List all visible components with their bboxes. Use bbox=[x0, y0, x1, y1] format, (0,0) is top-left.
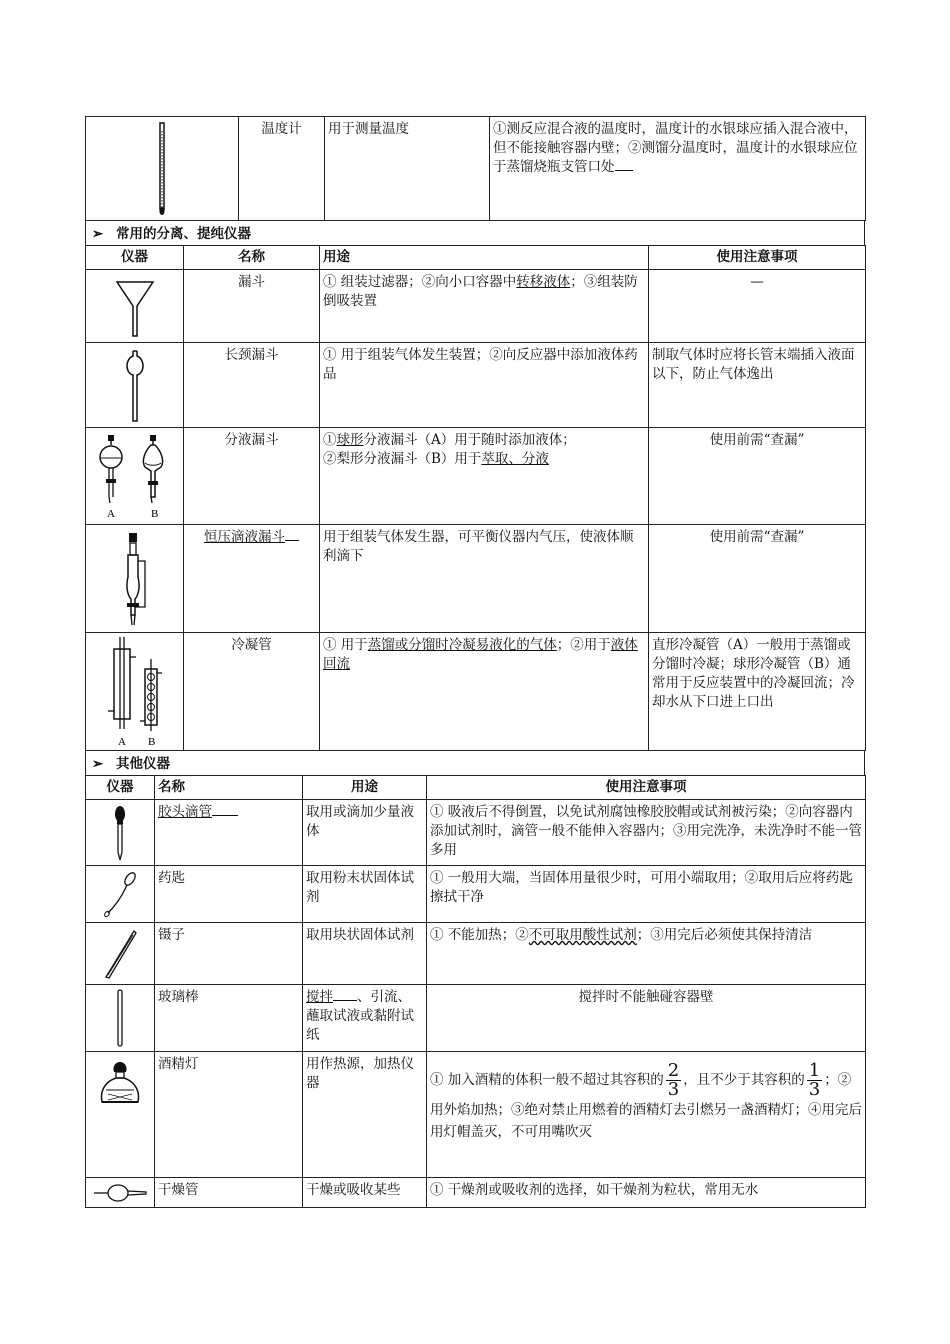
table-row bbox=[86, 270, 866, 343]
spatula-name: 药匙 bbox=[155, 866, 303, 923]
fraction-two-thirds: $\frac{2}{3}$ bbox=[667, 1060, 680, 1100]
tweezers-note: ① 不能加热；②不可取用酸性试剂；③用完后必须使其保持清洁 bbox=[427, 923, 866, 985]
table-row bbox=[86, 866, 866, 923]
drying-tube-use: 干燥或吸收某些 bbox=[303, 1178, 427, 1208]
tweezers-use: 取用块状固体试剂 bbox=[303, 923, 427, 985]
thermometer-table bbox=[85, 116, 866, 221]
pressure-equalizing-funnel-image bbox=[86, 525, 184, 633]
spatula-use: 取用粉末状固体试剂 bbox=[303, 866, 427, 923]
arrow-icon: ➢ bbox=[92, 226, 104, 242]
funnel-image bbox=[86, 270, 184, 343]
label-a: A bbox=[106, 508, 115, 520]
long-neck-funnel-use: ① 用于组装气体发生装置；②向反应器中添加液体药品 bbox=[320, 343, 649, 428]
table-row bbox=[86, 1052, 866, 1178]
alcohol-lamp-use: 用作热源，加热仪器 bbox=[303, 1052, 427, 1178]
drying-tube-note: ① 干燥剂或吸收剂的选择，如干燥剂为粒状，常用无水 bbox=[427, 1178, 866, 1208]
header-instrument: 仪器 bbox=[86, 246, 184, 270]
spatula-icon bbox=[100, 869, 140, 919]
tweezers-name: 镊子 bbox=[155, 923, 303, 985]
funnel-note: — bbox=[649, 270, 866, 343]
pressure-equalizing-funnel-name: 恒压滴液漏斗 bbox=[184, 525, 320, 633]
header-notes: 使用注意事项 bbox=[427, 776, 866, 800]
alcohol-lamp-image bbox=[86, 1052, 155, 1178]
long-neck-funnel-image bbox=[86, 343, 184, 428]
header-instrument: 仪器 bbox=[86, 776, 155, 800]
separation-table bbox=[85, 245, 866, 751]
alcohol-lamp-note: ① 加入酒精的体积一般不超过其容积的 $\frac{2}{3}$ ，且不少于其容积的 $\frac{1}{3}$ ；②用外焰加热；③绝对禁止用燃着的酒精灯去引燃另一盏酒精灯；④用完后用灯帽盖灭，不可用嘴吹灭 bbox=[427, 1052, 866, 1178]
separatory-funnel-use: ①球形分液漏斗（A）用于随时添加液体； ②梨形分液漏斗（B）用于萃取、分液 bbox=[320, 428, 649, 525]
alcohol-lamp-icon bbox=[98, 1058, 142, 1108]
other-instruments-table bbox=[85, 775, 866, 1208]
dropper-use: 取用或滴加少量液体 bbox=[303, 800, 427, 866]
header-use: 用途 bbox=[320, 246, 649, 270]
tweezers-icon bbox=[100, 927, 140, 981]
drying-tube-image bbox=[86, 1178, 155, 1208]
condenser-icon bbox=[100, 635, 170, 749]
condenser-image bbox=[86, 633, 184, 751]
long-neck-funnel-note: 制取气体时应将长管末端插入液面以下，防止气体逸出 bbox=[649, 343, 866, 428]
table-row bbox=[86, 1178, 866, 1208]
tweezers-image bbox=[86, 923, 155, 985]
long-neck-funnel-icon bbox=[120, 347, 150, 423]
spatula-note: ① 一般用大端，当固体用量很少时，可用小端取用；②取用后应将药匙擦拭干净 bbox=[427, 866, 866, 923]
glass-rod-name: 玻璃棒 bbox=[155, 985, 303, 1052]
dropper-name: 胶头滴管 bbox=[155, 800, 303, 866]
alcohol-lamp-name: 酒精灯 bbox=[155, 1052, 303, 1178]
section-title-other: ➢ 其他仪器 bbox=[85, 751, 865, 775]
arrow-icon: ➢ bbox=[92, 756, 104, 772]
label-b: B bbox=[150, 508, 158, 520]
thermometer-icon bbox=[152, 121, 172, 217]
table-row bbox=[86, 428, 866, 525]
glass-rod-note: 搅拌时不能触碰容器壁 bbox=[427, 985, 866, 1052]
header-notes: 使用注意事项 bbox=[649, 246, 866, 270]
separatory-funnel-icon bbox=[93, 431, 177, 521]
drying-tube-icon bbox=[92, 1180, 148, 1206]
glass-rod-image bbox=[86, 985, 155, 1052]
dropper-icon bbox=[110, 804, 130, 862]
long-neck-funnel-name: 长颈漏斗 bbox=[184, 343, 320, 428]
dropper-note: ① 吸液后不得倒置，以免试剂腐蚀橡胶胶帽或试剂被污染；②向容器内添加试剂时，滴管一般不能伸入容器内；③用完洗净，未洗净时不能一管多用 bbox=[427, 800, 866, 866]
thermometer-note: ①测反应混合液的温度时，温度计的水银球应插入混合液中，但不能接触容器内壁；②测馏分温度时，温度计的水银球应位于蒸馏烧瓶支管口处 bbox=[490, 117, 866, 221]
pressure-equalizing-funnel-use: 用于组装气体发生器，可平衡仪器内气压，使液体顺利滴下 bbox=[320, 525, 649, 633]
funnel-use: ① 组装过滤器；②向小口容器中转移液体；③组装防倒吸装置 bbox=[320, 270, 649, 343]
table-header-row bbox=[86, 246, 866, 270]
thermometer-image bbox=[86, 117, 239, 221]
header-use: 用途 bbox=[303, 776, 427, 800]
spatula-image bbox=[86, 866, 155, 923]
table-row bbox=[86, 985, 866, 1052]
glass-rod-icon bbox=[114, 988, 126, 1048]
glass-rod-use: 搅拌 、引流、蘸取试液或黏附试纸 bbox=[303, 985, 427, 1052]
condenser-name: 冷凝管 bbox=[184, 633, 320, 751]
thermometer-use: 用于测量温度 bbox=[325, 117, 490, 221]
funnel-name: 漏斗 bbox=[184, 270, 320, 343]
table-row bbox=[86, 633, 866, 751]
thermometer-name: 温度计 bbox=[239, 117, 325, 221]
table-row bbox=[86, 343, 866, 428]
separatory-funnel-name: 分液漏斗 bbox=[184, 428, 320, 525]
fraction-one-third: $\frac{1}{3}$ bbox=[808, 1060, 821, 1100]
condenser-use: ① 用于蒸馏或分馏时冷凝易液化的气体；②用于液体回流 bbox=[320, 633, 649, 751]
document-page bbox=[85, 116, 865, 1208]
table-row bbox=[86, 923, 866, 985]
table-row bbox=[86, 525, 866, 633]
header-name: 名称 bbox=[184, 246, 320, 270]
pressure-equalizing-funnel-icon bbox=[115, 529, 155, 629]
condenser-note: 直形冷凝管（A）一般用于蒸馏或分馏时冷凝；球形冷凝管（B）通常用于反应装置中的冷凝回流；冷却水从下口进上口出 bbox=[649, 633, 866, 751]
table-header-row bbox=[86, 776, 866, 800]
pressure-equalizing-funnel-note: 使用前需“查漏” bbox=[649, 525, 866, 633]
section-title-separation: ➢ 常用的分离、提纯仪器 bbox=[85, 221, 865, 245]
funnel-icon bbox=[115, 274, 155, 338]
label-a: A bbox=[117, 735, 126, 748]
table-row bbox=[86, 800, 866, 866]
label-b: B bbox=[147, 735, 155, 748]
separatory-funnel-image bbox=[86, 428, 184, 525]
dropper-image bbox=[86, 800, 155, 866]
separatory-funnel-note: 使用前需“查漏” bbox=[649, 428, 866, 525]
table-row bbox=[86, 117, 866, 221]
header-name: 名称 bbox=[155, 776, 303, 800]
drying-tube-name: 干燥管 bbox=[155, 1178, 303, 1208]
